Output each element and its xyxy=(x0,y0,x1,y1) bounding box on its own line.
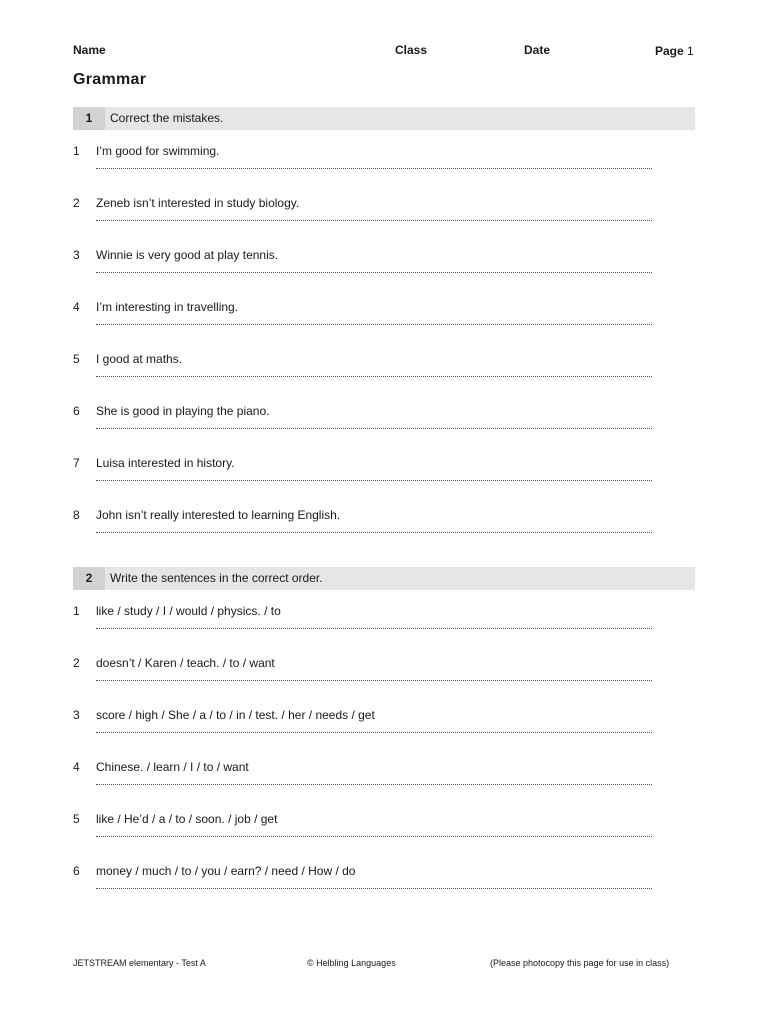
exercise-item xyxy=(73,812,695,852)
answer-line[interactable] xyxy=(96,168,652,169)
item-text: I good at maths. xyxy=(96,352,183,366)
item-number: 2 xyxy=(73,196,80,210)
item-text: doesn’t / Karen / teach. / to / want xyxy=(96,656,275,670)
item-number: 2 xyxy=(73,656,80,670)
item-number: 5 xyxy=(73,352,80,366)
item-number: 1 xyxy=(73,144,80,158)
item-text: like / study / I / would / physics. / to xyxy=(96,604,281,618)
exercise-item xyxy=(73,656,695,696)
class-label: Class xyxy=(395,43,428,57)
page-label: Page xyxy=(655,44,684,58)
footer-photocopy-note: (Please photocopy this page for use in class) xyxy=(490,958,670,968)
item-number: 4 xyxy=(73,760,80,774)
exercise-item xyxy=(73,760,695,800)
item-text: I’m interesting in travelling. xyxy=(96,300,239,314)
item-number: 8 xyxy=(73,508,80,522)
item-text: John isn’t really interested to learning English. xyxy=(96,508,341,522)
exercise-item xyxy=(73,144,695,184)
exercise-item xyxy=(73,404,695,444)
page-number: 1 xyxy=(687,44,694,58)
item-text: Winnie is very good at play tennis. xyxy=(96,248,279,262)
exercise-item xyxy=(73,604,695,644)
page-title: Grammar xyxy=(73,71,147,88)
answer-line[interactable] xyxy=(96,888,652,889)
answer-line[interactable] xyxy=(96,836,652,837)
answer-line[interactable] xyxy=(96,220,652,221)
page-indicator xyxy=(655,44,694,58)
exercise-item xyxy=(73,196,695,236)
answer-line[interactable] xyxy=(96,732,652,733)
exercise-item xyxy=(73,352,695,392)
section-2-number: 2 xyxy=(73,567,105,590)
answer-line[interactable] xyxy=(96,680,652,681)
answer-line[interactable] xyxy=(96,532,652,533)
footer-book-title: JETSTREAM elementary - Test A xyxy=(73,958,206,968)
item-text: score / high / She / a / to / in / test. / her / needs / get xyxy=(96,708,375,722)
answer-line[interactable] xyxy=(96,272,652,273)
item-number: 5 xyxy=(73,812,80,826)
answer-line[interactable] xyxy=(96,784,652,785)
section-1-number: 1 xyxy=(73,107,105,130)
item-text: money / much / to / you / earn? / need / How / do xyxy=(96,864,356,878)
section-2-header xyxy=(73,567,695,590)
section-2-instruction: Write the sentences in the correct order. xyxy=(110,571,323,585)
footer-copyright: © Helbling Languages xyxy=(307,958,396,968)
section-1-instruction: Correct the mistakes. xyxy=(110,111,224,125)
item-number: 7 xyxy=(73,456,80,470)
exercise-item xyxy=(73,864,695,904)
item-number: 4 xyxy=(73,300,80,314)
answer-line[interactable] xyxy=(96,324,652,325)
exercise-item xyxy=(73,248,695,288)
item-number: 6 xyxy=(73,864,80,878)
item-text: Luisa interested in history. xyxy=(96,456,235,470)
name-label: Name xyxy=(73,43,106,57)
item-number: 3 xyxy=(73,708,80,722)
exercise-item xyxy=(73,456,695,496)
item-text: Chinese. / learn / I / to / want xyxy=(96,760,249,774)
item-number: 3 xyxy=(73,248,80,262)
answer-line[interactable] xyxy=(96,428,652,429)
exercise-item xyxy=(73,708,695,748)
item-text: like / He’d / a / to / soon. / job / get xyxy=(96,812,278,826)
item-number: 1 xyxy=(73,604,80,618)
section-1-header xyxy=(73,107,695,130)
date-label: Date xyxy=(524,43,551,57)
exercise-item xyxy=(73,508,695,548)
exercise-item xyxy=(73,300,695,340)
answer-line[interactable] xyxy=(96,376,652,377)
answer-line[interactable] xyxy=(96,628,652,629)
item-text: Zeneb isn’t interested in study biology. xyxy=(96,196,300,210)
answer-line[interactable] xyxy=(96,480,652,481)
item-text: She is good in playing the piano. xyxy=(96,404,270,418)
item-number: 6 xyxy=(73,404,80,418)
item-text: I’m good for swimming. xyxy=(96,144,220,158)
